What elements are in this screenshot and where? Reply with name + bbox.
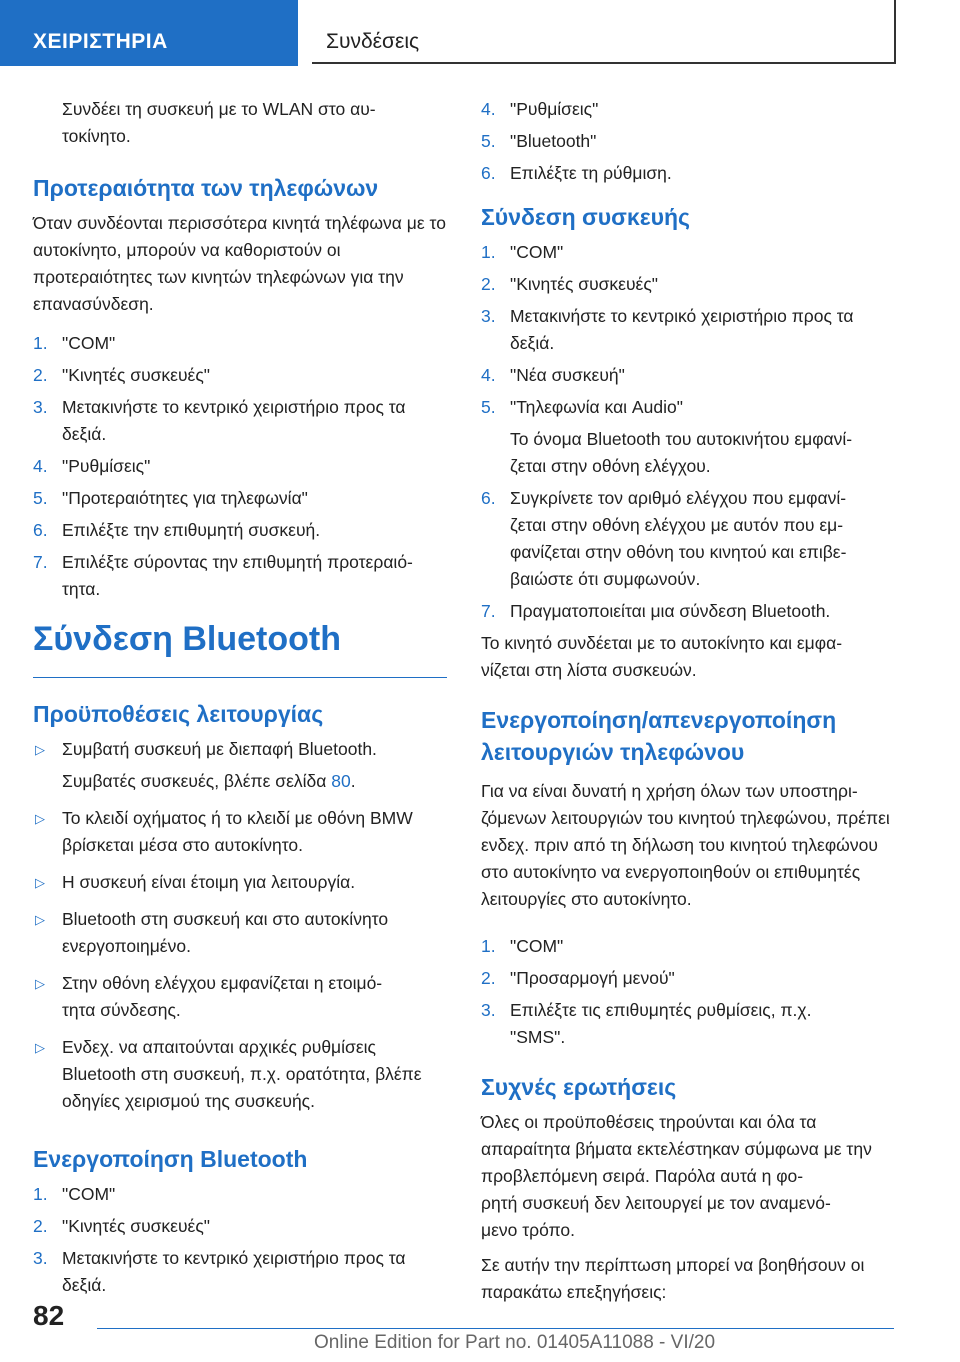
step-item: [481, 965, 897, 992]
step-item: [481, 160, 897, 187]
page-number: 82: [33, 1300, 65, 1331]
step-number: 2.: [33, 365, 48, 385]
intro-text: Συνδέει τη συσκευή με το WLAN στο αυ- τοκίνητο.: [62, 99, 376, 146]
list-item-text: Το κλειδί οχήματος ή το κλειδί με οθόνη BMW βρίσκεται μέσα στο αυτοκίνητο.: [62, 808, 413, 855]
compat-end: .: [350, 771, 356, 791]
page-link[interactable]: 80: [331, 771, 351, 791]
activate-heading: Ενεργοποίηση Bluetooth: [33, 1146, 308, 1172]
priority-heading: Προτεραιότητα των τηλεφώνων: [33, 175, 379, 201]
step-item: [481, 997, 897, 1051]
step-text: "COM": [510, 936, 564, 956]
list-item-text: Ενδεχ. να απαιτούνται αρχικές ρυθμίσεις Bluetooth στη συσκευή, π.χ. ορατότητα, βλέπε οδηγίες χειρισμού της συσκευής.: [62, 1037, 422, 1111]
section-title: Συνδέσεις: [326, 30, 420, 53]
step-number: 6.: [481, 163, 496, 183]
step-item: [481, 362, 897, 389]
priority-steps: [33, 330, 447, 603]
step-text: "Ρυθμίσεις": [510, 99, 599, 119]
step-text: Επιλέξτε την επιθυμητή συσκευή.: [62, 520, 321, 540]
triangle-bullet-icon: ▷: [35, 742, 45, 757]
step-item: [33, 549, 447, 603]
step-item: [481, 96, 897, 123]
step-number: 4.: [33, 456, 48, 476]
step-number: 1.: [481, 936, 496, 956]
step-number: 7.: [481, 601, 496, 621]
triangle-bullet-icon: ▷: [35, 1040, 45, 1055]
compat-text: Συμβατές συσκευές, βλέπε σελίδα: [62, 771, 332, 791]
prereq-heading: Προϋποθέσεις λειτουργίας: [33, 701, 324, 727]
footer-divider: [97, 1328, 894, 1329]
functions-steps: [481, 933, 897, 1051]
step-text: "COM": [510, 242, 564, 262]
step-item: [481, 271, 897, 298]
step-item: [33, 485, 447, 512]
triangle-bullet-icon: ▷: [35, 912, 45, 927]
faq-text-1: Όλες οι προϋποθέσεις τηρούνται και όλα τα απαραίτητα βήματα εκτελέστηκαν σύμφωνα με την προβλεπόμενη σειρά. Παρόλα αυτά η φο- ρητή συσκευή δεν λειτουργεί με τον αναμενό- μενο τρόπο.: [481, 1112, 872, 1240]
step-item: [481, 303, 897, 357]
list-item-sub: [33, 768, 447, 795]
step-text: "Bluetooth": [510, 131, 597, 151]
step-number: 1.: [33, 333, 48, 353]
step-item: [33, 362, 447, 389]
step-number: 3.: [481, 306, 496, 326]
section-header: [312, 0, 896, 64]
chapter-tab: [0, 0, 298, 66]
step-number: 6.: [33, 520, 48, 540]
step-text: "Τηλεφωνία και Audio": [510, 397, 683, 417]
connect-note: Το όνομα Bluetooth του αυτοκινήτου εμφανί- ζεται στην οθόνη ελέγχου.: [510, 429, 853, 476]
list-item: [33, 805, 447, 859]
step-item: [481, 239, 897, 266]
left-column: [33, 96, 447, 1313]
step-text: "COM": [62, 1184, 116, 1204]
step-item: [33, 1181, 447, 1208]
triangle-bullet-icon: ▷: [35, 976, 45, 991]
step-number: 4.: [481, 365, 496, 385]
step-item: [481, 128, 897, 155]
connect-steps: [481, 239, 897, 421]
functions-heading: Ενεργοποίηση/απενεργοποίηση λειτουργιών τηλεφώνου: [481, 707, 837, 765]
step-number: 3.: [33, 397, 48, 417]
list-item-text: Συμβατή συσκευή με διεπαφή Bluetooth.: [62, 739, 377, 759]
list-item: [33, 906, 447, 960]
step-text: "Ρυθμίσεις": [62, 456, 151, 476]
faq-heading: Συχνές ερωτήσεις: [481, 1074, 677, 1100]
step-item: [33, 394, 447, 448]
list-item: [33, 1034, 447, 1115]
functions-text: Για να είναι δυνατή η χρήση όλων των υποστηρι- ζόμενων λειτουργιών του κινητού τηλεφώνου, πρέπει ενδεχ. πριν από τη δήλωση του κινητού τηλεφώνου στο αυτοκίνητο να ενεργοποιηθούν οι επιθυμητές λειτουργίες στο αυτοκίνητο.: [481, 781, 890, 909]
step-item: [481, 394, 897, 421]
step-text: Επιλέξτε σύροντας την επιθυμητή προτεραιό- τητα.: [62, 552, 413, 599]
step-text: Επιλέξτε τη ρύθμιση.: [510, 163, 672, 183]
chapter-title: ΧΕΙΡΙΣΤΗΡΙΑ: [33, 30, 168, 53]
triangle-bullet-icon: ▷: [35, 875, 45, 890]
step-item: [481, 598, 897, 625]
step-text: Μετακινήστε το κεντρικό χειριστήριο προς τα δεξιά.: [62, 1248, 406, 1295]
step-text: Πραγματοποιείται μια σύνδεση Bluetooth.: [510, 601, 831, 621]
step-number: 4.: [481, 99, 496, 119]
step-number: 2.: [481, 274, 496, 294]
step-item: [33, 453, 447, 480]
step-number: 2.: [33, 1216, 48, 1236]
top-steps: [481, 96, 897, 187]
step-number: 3.: [33, 1248, 48, 1268]
list-item: [33, 970, 447, 1024]
connect-result: Το κινητό συνδέεται με το αυτοκίνητο και εμφα- νίζεται στη λίστα συσκευών.: [481, 633, 843, 680]
step-text: "Προτεραιότητες για τηλεφωνία": [62, 488, 308, 508]
prereq-list: [33, 736, 447, 1115]
step-item: [33, 517, 447, 544]
step-item: [481, 933, 897, 960]
list-item-text: Η συσκευή είναι έτοιμη για λειτουργία.: [62, 872, 356, 892]
step-text: "Νέα συσκευή": [510, 365, 625, 385]
activate-steps: [33, 1181, 447, 1299]
list-item-text: Στην οθόνη ελέγχου εμφανίζεται η ετοιμό- τητα σύνδεσης.: [62, 973, 383, 1020]
step-number: 2.: [481, 968, 496, 988]
step-number: 1.: [481, 242, 496, 262]
step-text: Μετακινήστε το κεντρικό χειριστήριο προς τα δεξιά.: [62, 397, 406, 444]
right-column: [481, 96, 897, 1318]
step-text: "Κινητές συσκευές": [510, 274, 659, 294]
step-item: [33, 1213, 447, 1240]
step-text: Μετακινήστε το κεντρικό χειριστήριο προς τα δεξιά.: [510, 306, 854, 353]
footer-edition: Online Edition for Part no. 01405A11088 - VI/20: [314, 1332, 716, 1353]
step-text: Συγκρίνετε τον αριθμό ελέγχου που εμφανί- ζεται στην οθόνη ελέγχου με αυτόν που εμ- φανίζεται στην οθόνη του κινητού και επιβε- βαιώστε ότι συμφωνούν.: [510, 488, 847, 589]
step-item: [33, 330, 447, 357]
step-text: "Κινητές συσκευές": [62, 365, 211, 385]
step-text: Επιλέξτε τις επιθυμητές ρυθμίσεις, π.χ. "SMS".: [510, 1000, 812, 1047]
step-number: 5.: [481, 131, 496, 151]
step-text: "COM": [62, 333, 116, 353]
bluetooth-heading: Σύνδεση Bluetooth: [33, 617, 447, 678]
step-item: [33, 1245, 447, 1299]
list-item: [33, 736, 447, 763]
connect-heading: Σύνδεση συσκευής: [481, 204, 691, 230]
step-text: "Κινητές συσκευές": [62, 1216, 211, 1236]
step-number: 6.: [481, 488, 496, 508]
step-number: 1.: [33, 1184, 48, 1204]
faq-text-2: Σε αυτήν την περίπτωση μπορεί να βοηθήσουν οι παρακάτω επεξηγήσεις:: [481, 1255, 865, 1302]
step-number: 5.: [481, 397, 496, 417]
triangle-bullet-icon: ▷: [35, 811, 45, 826]
step-number: 3.: [481, 1000, 496, 1020]
priority-text: Όταν συνδέονται περισσότερα κινητά τηλέφωνα με το αυτοκίνητο, μπορούν να καθοριστούν οι προτεραιότητες των κινητών τηλεφώνων για την επανασύνδεση.: [33, 213, 446, 314]
list-item-text: Bluetooth στη συσκευή και στο αυτοκίνητο ενεργοποιημένο.: [62, 909, 389, 956]
list-item: [33, 869, 447, 896]
step-item: [481, 485, 897, 593]
step-number: 5.: [33, 488, 48, 508]
connect-steps-2: [481, 485, 897, 625]
step-text: "Προσαρμογή μενού": [510, 968, 675, 988]
step-number: 7.: [33, 552, 48, 572]
